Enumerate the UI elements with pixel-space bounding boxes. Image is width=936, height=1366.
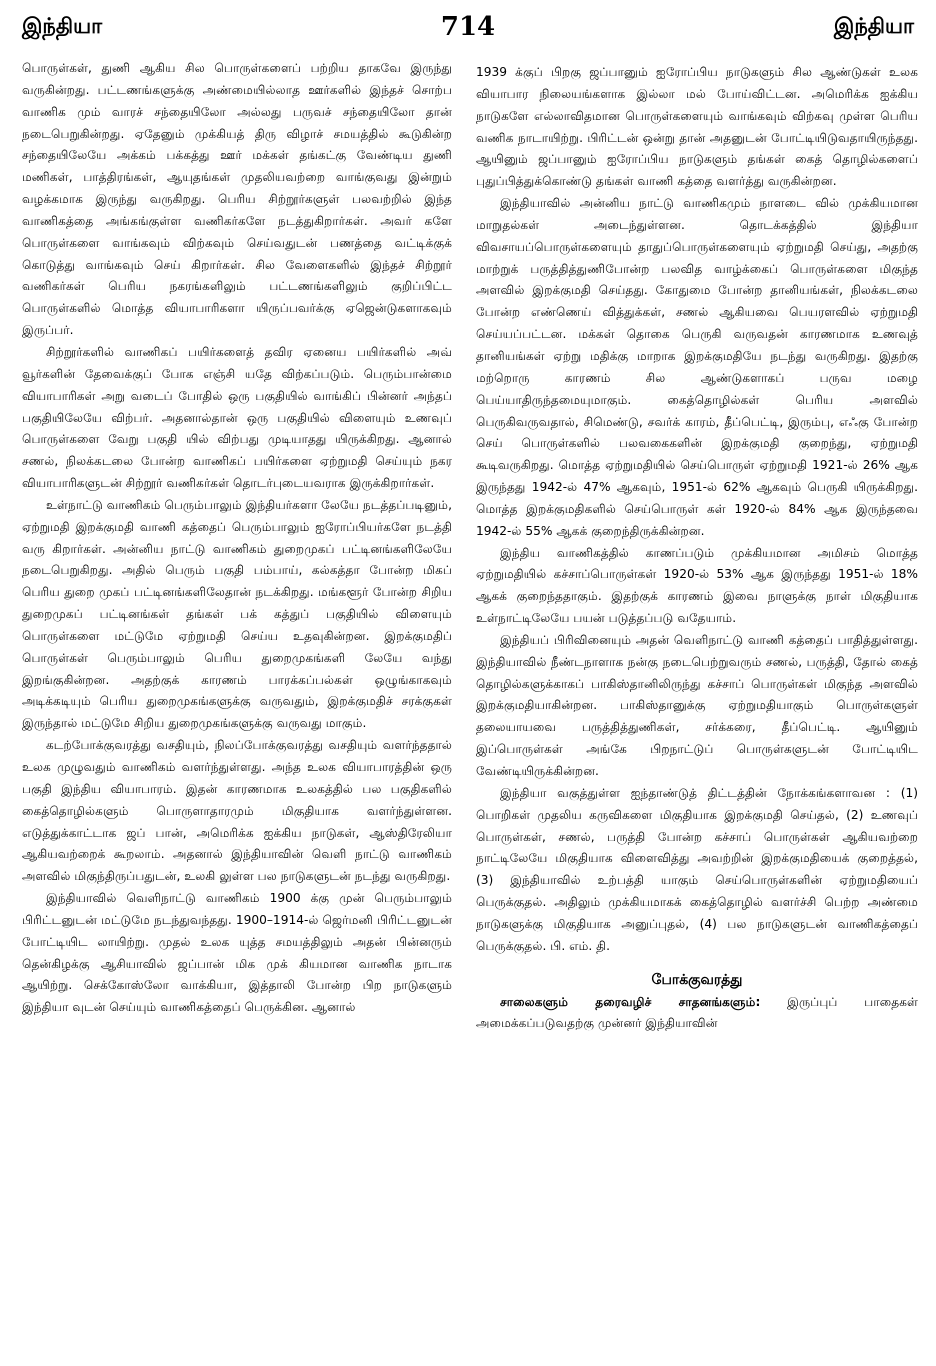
section-text: இருப்புப் பாதைகள் அமைக்கப்படுவதற்கு முன்னர் இந்தியாவின் [476,994,918,1031]
paragraph: பொருள்கள், துணி ஆகிய சில பொருள்களைப் பற்றிய தாகவே இருந்து வருகின்றது. பட்டணங்களுக்கு அண்மையில்லாத ஊர்களில் இந்தச் சொற்ப வாணிக மும் வாரச் சந்தையிலோ அல்லது பருவச் சந்தையிலோ தான் நடைபெறுகின்றது. ஏதேனும் முக்கியத் திரு விழாச் சமயத்தில் கூடுகின்ற சந்தையிலேயே அக்கம் பக்கத்து ஊர் மக்கள் தங்கட்கு வேண்டிய துணி மணிகள், பாத்திரங்கள், ஆயுதங்கள் முதலியவற்றை வாங்குவது இன்றும் வழக்கமாக இருந்து வருகிறது. பெரிய சிற்றூர்களுள் பலவற்றில் இந்த வாணிகத்தை அங்கங்குள்ள வணிகர்களே நடத்துகிறார்கள். அவர் களே பொருள்களை வாங்கவும் விற்கவும் செய்வதுடன் பணத்தை வட்டிக்குக் கொடுத்து வாங்கவும் செய் கிறார்கள். சில வேளைகளில் இந்தச் சிற்றூர் வணிகர்கள் பெரிய நகரங்களிலும் பட்டணங்களிலும் குறிப்பிட்ட பொருள்களில் மொத்த வியாபாரிகளா யிருப்பவர்க்கு ஏஜென்டுகளாகவும் இருப்பர். [22,61,452,338]
running-head-right: இந்தியா [833,14,914,38]
page-number: 714 [440,12,496,42]
paragraph: இந்தியாவில் வெளிநாட்டு வாணிகம் 1900 க்கு முன் பெரும்பாலும் பிரிட்டனுடன் மட்டுமே நடந்துவந்தது. 1900–1914-ல் ஜெர்மனி பிரிட்டனுடன் போட்டியிட லாயிற்று. முதல் உலக யுத்த சமயத்திலும் அதன் பின்னரும் தென்கிழக்கு ஆசியாவில் ஜப்பான் மிக முக் கியமான வாணிக நாடாக ஆயிற்று. செக்கோஸ்லோ வாக்கியா, இத்தாலி போன்ற பிற நாடுகளும் இந்தியா வுடன் செய்யும் வாணிகத்தைப் பெருக்கின. ஆனால் [22,891,452,1015]
paragraph: இந்தியப் பிரிவினையும் அதன் வெளிநாட்டு வாணி கத்தைப் பாதித்துள்ளது. இந்தியாவில் நீண்டநாளாக நன்கு நடைபெற்றுவரும் சணல், பருத்தி, தோல் கைத் தொழில்களுக்காகப் பாகிஸ்தானிலிருந்து கச்சாப் பொருள்கள் மிகுந்த அளவில் இறக்குமதியாகின்றன. பாகிஸ்தானுக்கு ஏற்றுமதியாகும் பொருள்களுள் தலையாயவை பருத்தித்துணிகள், சர்க்கரை, தீப்பெட்டி. ஆயினும் இப்பொருள்கள் அங்கே பிறநாட்டுப் பொருள்களுடன் போட்டியிட வேண்டியிருக்கின்றன. [476,632,918,778]
paragraph: சிற்றூர்களில் வாணிகப் பயிர்களைத் தவிர ஏனைய பயிர்களில் அவ் வூர்களின் தேவைக்குப் போக எஞ்சி யதே விற்கப்படும். பெரும்பான்மை வியாபாரிகள் அறு வடைப் போதில் ஒரு பகுதியில் வாங்கிப் பின்னர் அந்தப் பகுதியிலேயே விற்பர். அதனால்தான் ஒரு பகுதியில் விளையும் உணவுப் பொருள்களை வேறு பகுதி யில் விற்பது முடியாதது யிருக்கிறது. ஆனால் சணல், நிலக்கடலை போன்ற வாணிகப் பயிர்களை ஏற்றுமதி செய்யும் நகர வியாபாரிகளுடன் சிற்றூர் வணிகர்கள் தொடர்புடையவராக இருக்கிறார்கள். [22,344,452,491]
paragraph: கடற்போக்குவரத்து வசதியும், நிலப்போக்குவரத்து வசதியும் வளர்ந்ததால் உலக முழுவதும் வாணிகம் வளர்ந்துள்ளது. அந்த உலக வியாபாரத்தின் ஒரு பகுதி இந்திய வியாபாரம். இதன் காரணமாக உலகத்தில் பல பகுதிகளில் கைத்தொழில்களும் பொருளாதாரமும் மிகுதியாக வளர்ந்துள்ளன. எடுத்துக்காட்டாக ஜப் பான், அமெரிக்க ஐக்கிய நாடுகள், ஆஸ்திரேலியா ஆகியவற்றைக் கூறலாம். அதனால் இந்தியாவின் வெளி நாட்டு வாணிகம் அளவில் மிகுந்திருப்பதுடன், உலகி லுள்ள பல நாடுகளுடன் நடந்து வருகிறது. [22,738,452,884]
right-column [476,62,918,1362]
paragraph: இந்தியாவில் அன்னிய நாட்டு வாணிகமும் நாளடை வில் முக்கியமான மாறுதல்கள் அடைந்துள்ளன. தொடக்கத்தில் இந்தியா விவசாயப்பொருள்களையும் தாதுப்பொருள்களையும் ஏற்றுமதி செய்து, அதற்கு மாற்றுக் பருத்தித்துணிபோன்ற பலவித வாழ்க்கைப் பொருள்களை மிகுந்த அளவில் இறக்குமதி செய்தது. கோதுமை போன்ற தானியங்கள், நிலக்கடலை போன்ற எண்ணெய் வித்துக்கள், சணல் ஆகியவை பெயரளவில் ஏற்றுமதி செய்யப்பட்டன. மக்கள் தொகை பெருகி வருவதன் காரணமாக உணவுத் தானியங்கள் ஏற்று மதிக்கு மாறாக இறக்குமதியே நடந்து வருகிறது. இதற்கு மற்றொரு காரணம் சில ஆண்டுகளாகப் பருவ மழை பெய்யாதிருந்தமையுமாகும். கைத்தொழில்கள் பெரிய அளவில் பெருகிவருவதால், சிமெண்டு, சவர்க் காரம், தீப்பெட்டி, இரும்பு, எஃகு போன்ற செய் பொருள்களில் பலவகைகளின் இறக்குமதி குறைந்து, ஏற்றுமதி கூடிவருகிறது. மொத்த ஏற்றுமதியில் செய்பொருள் ஏற்றுமதி 1921-ல் 26% ஆக இருந்தது 1942-ல் 47% ஆகவும், 1951-ல் 62% ஆகவும் பெருகி யிருக்கிறது. மொத்த இறக்குமதிகளில் செய்பொருள் கள் 1920-ல் 84% ஆக இருந்தவை 1942-ல் 55% ஆகக் குறைந்திருக்கின்றன. [476,196,918,538]
paragraph: உள்நாட்டு வாணிகம் பெரும்பாலும் இந்தியர்களா லேயே நடத்தப்படினும், ஏற்றுமதி இறக்குமதி வாணி கத்தைப் பெரும்பாலும் ஐரோப்பியர்களே நடத்தி வரு கிறார்கள். அன்னிய நாட்டு வாணிகம் துறைமுகப் பட்டினங்களிலேயே நடைபெறுகிறது. அதில் பெரும் பகுதி பம்பாய், கல்கத்தா போன்ற மிகப் பெரிய துறை முகப் பட்டினங்களிலேதான் நடக்கிறது. மங்களூர் போன்ற சிறிய துறைமுகப் பட்டினங்கள் தங்கள் பக் கத்துப் பகுதியில் விளையும் பொருள்களை மட்டுமே ஏற்றுமதி செய்ய உதவுகின்றன. இறக்குமதிப் பொருள்கள் பெரும்பாலும் பெரிய துறைமுகங்களி லேயே வந்து இறங்குகின்றன. அதற்குக் காரணம் பாரக்கப்பல்கள் ஒழுங்காகவும் அடிக்கடியும் பெரிய துறைமுகங்களுக்கு வருவதும், இறக்குமதிச் சரக்குகள் இருந்தால் மட்டுமே சிறிய துறைமுகங்களுக்கு வருவது மாகும். [22,497,452,731]
page-header [0,0,936,48]
section-subheading: சாலைகளும் தரைவழிச் சாதனங்களும்: [500,994,761,1009]
paragraph: இந்தியா வகுத்துள்ள ஐந்தாண்டுத் திட்டத்தின் நோக்கங்களாவன : (1) பொறிகள் முதலிய கருவிகளை மிகுதியாக இறக்குமதி செய்தல், (2) உணவுப் பொருள்கள், சணல், பருத்தி போன்ற கச்சாப் பொருள்கள் ஆகியவற்றை நாட்டிலேயே மிகுதியாக விளைவித்து அவற்றின் இறக்குமதியைக் குறைத்தல், (3) இந்தியாவில் உற்பத்தி யாகும் செய்பொருள்களின் ஏற்றுமதியைப் பெருக்குதல். அதிலும் முக்கியமாகக் கைத்தொழில் வளர்ச்சி பெற்ற அண்மை நாடுகளுக்கு மிகுதியாக அனுப்புதல், (4) பல நாடுகளுடன் வாணிகத்தைப் பெருக்குதல். பி. எம். தி. [476,785,918,953]
column-divider [464,58,465,1358]
left-column [22,58,452,1358]
section-title: போக்குவரத்து [651,971,743,988]
paragraph: இந்திய வாணிகத்தில் காணப்படும் முக்கியமான அமிசம் மொத்த ஏற்றுமதியில் கச்சாப்பொருள்கள் 1920-ல் 53% ஆக இருந்தது 1951-ல் 18% ஆகக் குறைந்ததாகும். இதற்குக் காரணம் இவை நாளுக்கு நாள் மிகுதியாக உள்நாட்டிலேயே பயன் படுத்தப்படு வதேயாம். [476,545,918,626]
running-head-left: இந்தியா [22,14,103,38]
section-paragraph [476,992,918,1036]
paragraph: 1939 க்குப் பிறகு ஜப்பானும் ஐரோப்பிய நாடுகளும் சில ஆண்டுகள் உலக வியாபார நிலையங்களாக இல்லா மல் போய்விட்டன. அமெரிக்க ஐக்கிய நாடுகளே எல்லாவிதமான பொருள்களையும் வாங்கவும் விற்கவு முள்ள பெரிய வணிக நாடாயிற்று. பிரிட்டன் ஒன்று தான் அதனுடன் போட்டியிடுவதாயிருந்தது. ஆயினும் ஜப்பானும் ஐரோப்பிய நாடுகளும் தங்கள் கைத் தொழில்களைப் புதுப்பித்துக்கொண்டு தங்கள் வாணி கத்தை வளர்த்து வருகின்றன. [476,65,918,189]
